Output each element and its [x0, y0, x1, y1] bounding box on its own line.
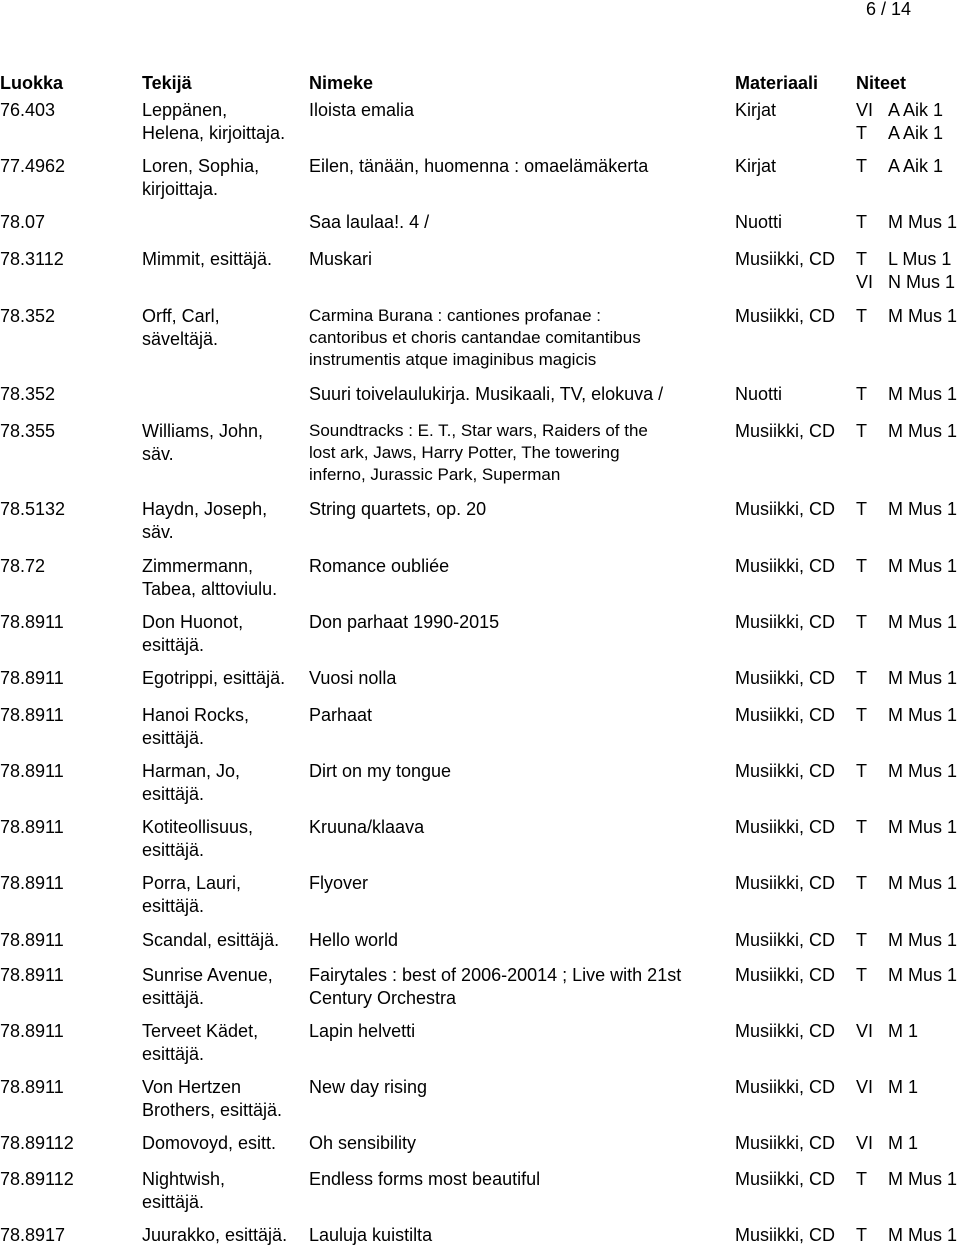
- cell-materiaali: Musiikki, CD: [735, 421, 836, 441]
- cell-niteet-shelf: [856, 248, 873, 294]
- cell-niteet-location: [888, 99, 943, 145]
- nimeke-line: Eilen, tänään, huomenna : omaelämäkerta: [309, 156, 649, 176]
- cell-niteet-shelf: [856, 211, 867, 234]
- niteet-shelf: T: [856, 249, 867, 269]
- cell-nimeke: [309, 99, 414, 122]
- tekija-line: Harman, Jo,: [142, 761, 241, 781]
- nimeke-line: inferno, Jurassic Park, Superman: [309, 465, 561, 484]
- cell-nimeke: [309, 211, 429, 234]
- cell-tekija: [142, 555, 277, 601]
- cell-luokka: 78.8917: [0, 1225, 66, 1245]
- nimeke-line: Lapin helvetti: [309, 1021, 416, 1041]
- cell-niteet-shelf: [856, 1076, 873, 1099]
- niteet-shelf: T: [856, 384, 867, 404]
- cell-tekija: [142, 667, 285, 690]
- nimeke-line: Muskari: [309, 249, 373, 269]
- cell-materiaali: Musiikki, CD: [735, 668, 836, 688]
- cell-materiaali: Musiikki, CD: [735, 1225, 836, 1245]
- tekija-line: Helena, kirjoittaja.: [142, 123, 286, 143]
- tekija-line: kirjoittaja.: [142, 179, 219, 199]
- cell-materiaali: Musiikki, CD: [735, 612, 836, 632]
- nimeke-line: instrumentis atque imaginibus magicis: [309, 350, 597, 369]
- cell-niteet-location: [888, 211, 957, 234]
- cell-niteet-location: [888, 155, 943, 178]
- cell-materiaali: Musiikki, CD: [735, 499, 836, 519]
- cell-niteet-shelf: [856, 760, 867, 783]
- cell-niteet-location: [888, 248, 955, 294]
- cell-luokka: 78.89112: [0, 1133, 74, 1153]
- cell-luokka: 78.3112: [0, 249, 64, 269]
- nimeke-line: Soundtracks : E. T., Star wars, Raiders of the: [309, 421, 648, 440]
- cell-nimeke: [309, 555, 449, 578]
- cell-nimeke: [309, 1020, 415, 1043]
- nimeke-line: String quartets, op. 20: [309, 499, 487, 519]
- catalog-table: [0, 72, 960, 1245]
- cell-nimeke: [309, 1132, 416, 1155]
- cell-niteet-location: [888, 1020, 918, 1043]
- cell-materiaali: Musiikki, CD: [735, 873, 836, 893]
- tekija-line: esittäjä.: [142, 1192, 205, 1212]
- niteet-location: M 1: [888, 1077, 919, 1097]
- cell-nimeke: [309, 305, 641, 371]
- nimeke-line: Endless forms most beautiful: [309, 1169, 541, 1189]
- tekija-line: säv.: [142, 522, 174, 542]
- cell-niteet-location: [888, 816, 957, 839]
- nimeke-line: Suuri toivelaulukirja. Musikaali, TV, elokuva /: [309, 384, 664, 404]
- cell-nimeke: [309, 929, 398, 952]
- cell-niteet-location: [888, 611, 957, 634]
- cell-nimeke: [309, 816, 424, 839]
- cell-niteet-location: [888, 305, 957, 328]
- cell-luokka: 78.89112: [0, 1169, 74, 1189]
- cell-materiaali: Musiikki, CD: [735, 930, 836, 950]
- tekija-line: Kotiteollisuus,: [142, 817, 254, 837]
- tekija-line: Juurakko, esittäjä.: [142, 1225, 288, 1245]
- nimeke-line: Fairytales : best of 2006-20014 ; Live with 21st: [309, 965, 682, 985]
- nimeke-line: Carmina Burana : cantiones profanae :: [309, 306, 602, 325]
- tekija-line: Porra, Lauri,: [142, 873, 242, 893]
- tekija-line: Haydn, Joseph,: [142, 499, 268, 519]
- niteet-location: M Mus 1: [888, 384, 958, 404]
- cell-niteet-shelf: [856, 555, 867, 578]
- cell-niteet-location: [888, 420, 957, 443]
- cell-nimeke: [309, 704, 372, 727]
- cell-niteet-shelf: [856, 872, 867, 895]
- tekija-line: Loren, Sophia,: [142, 156, 260, 176]
- cell-materiaali: Musiikki, CD: [735, 761, 836, 781]
- cell-niteet-shelf: [856, 99, 873, 145]
- cell-luokka: 78.8911: [0, 668, 64, 688]
- cell-tekija: [142, 704, 249, 750]
- cell-niteet-shelf: [856, 929, 867, 952]
- cell-niteet-shelf: [856, 964, 867, 987]
- nimeke-line: Iloista emalia: [309, 100, 415, 120]
- cell-tekija: [142, 611, 243, 657]
- cell-niteet-shelf: [856, 420, 867, 443]
- cell-tekija: [142, 155, 259, 201]
- niteet-shelf: T: [856, 817, 867, 837]
- cell-niteet-location: [888, 929, 957, 952]
- cell-tekija: [142, 248, 272, 271]
- cell-niteet-shelf: [856, 816, 867, 839]
- niteet-shelf: T: [856, 930, 867, 950]
- niteet-shelf: VI: [856, 272, 874, 292]
- cell-materiaali: Musiikki, CD: [735, 1133, 836, 1153]
- cell-niteet-shelf: [856, 704, 867, 727]
- tekija-line: säv.: [142, 444, 174, 464]
- nimeke-line: Parhaat: [309, 705, 373, 725]
- cell-materiaali: Musiikki, CD: [735, 817, 836, 837]
- cell-materiaali: Musiikki, CD: [735, 1077, 836, 1097]
- cell-nimeke: [309, 872, 368, 895]
- niteet-shelf: T: [856, 761, 867, 781]
- cell-niteet-shelf: [856, 498, 867, 521]
- table-header: [0, 72, 960, 94]
- cell-luokka: 78.07: [0, 212, 46, 232]
- cell-niteet-location: [888, 1132, 918, 1155]
- cell-materiaali: Musiikki, CD: [735, 556, 836, 576]
- niteet-shelf: T: [856, 873, 867, 893]
- cell-nimeke: [309, 611, 499, 634]
- nimeke-line: Oh sensibility: [309, 1133, 417, 1153]
- tekija-line: Egotrippi, esittäjä.: [142, 668, 286, 688]
- cell-niteet-location: [888, 964, 957, 987]
- page-number: 6 / 14: [866, 0, 912, 19]
- niteet-location: M Mus 1: [888, 306, 958, 326]
- niteet-shelf: T: [856, 965, 867, 985]
- cell-tekija: [142, 498, 267, 544]
- cell-tekija: [142, 1224, 287, 1247]
- tekija-line: Zimmermann,: [142, 556, 254, 576]
- nimeke-line: Lauluja kuistilta: [309, 1225, 433, 1245]
- cell-materiaali: Kirjat: [735, 100, 777, 120]
- cell-luokka: 78.8911: [0, 965, 64, 985]
- tekija-line: Von Hertzen: [142, 1077, 242, 1097]
- niteet-shelf: T: [856, 1225, 867, 1245]
- niteet-location: M 1: [888, 1133, 919, 1153]
- tekija-line: Nightwish,: [142, 1169, 226, 1189]
- niteet-location: M Mus 1: [888, 930, 958, 950]
- cell-materiaali: Musiikki, CD: [735, 705, 836, 725]
- cell-luokka: 78.8911: [0, 930, 64, 950]
- niteet-shelf: T: [856, 1169, 867, 1189]
- niteet-shelf: T: [856, 499, 867, 519]
- niteet-location: A Aik 1: [888, 156, 944, 176]
- nimeke-line: Century Orchestra: [309, 988, 457, 1008]
- cell-niteet-location: [888, 667, 957, 690]
- niteet-shelf: T: [856, 421, 867, 441]
- niteet-location: M Mus 1: [888, 668, 958, 688]
- cell-niteet-location: [888, 1224, 957, 1247]
- niteet-location: M Mus 1: [888, 1225, 958, 1245]
- tekija-line: Leppänen,: [142, 100, 228, 120]
- tekija-line: Don Huonot,: [142, 612, 244, 632]
- cell-tekija: [142, 420, 263, 466]
- cell-nimeke: [309, 1076, 427, 1099]
- nimeke-line: Vuosi nolla: [309, 668, 397, 688]
- cell-materiaali: Musiikki, CD: [735, 306, 836, 326]
- cell-nimeke: [309, 420, 648, 486]
- cell-luokka: 78.8911: [0, 612, 64, 632]
- cell-luokka: 78.8911: [0, 817, 64, 837]
- cell-luokka: 78.5132: [0, 499, 66, 519]
- cell-niteet-shelf: [856, 667, 867, 690]
- tekija-line: Tabea, alttoviulu.: [142, 579, 278, 599]
- niteet-location: M Mus 1: [888, 499, 958, 519]
- cell-tekija: [142, 929, 279, 952]
- cell-nimeke: [309, 1224, 432, 1247]
- nimeke-line: Dirt on my tongue: [309, 761, 452, 781]
- cell-materiaali: Musiikki, CD: [735, 1169, 836, 1189]
- cell-nimeke: [309, 155, 648, 178]
- cell-luokka: 78.8911: [0, 873, 64, 893]
- niteet-location: M Mus 1: [888, 212, 958, 232]
- cell-materiaali: Musiikki, CD: [735, 249, 836, 269]
- cell-luokka: 76.403: [0, 100, 56, 120]
- niteet-location: M Mus 1: [888, 705, 958, 725]
- niteet-shelf: T: [856, 612, 867, 632]
- niteet-location: M Mus 1: [888, 612, 958, 632]
- cell-niteet-shelf: [856, 1224, 867, 1247]
- cell-materiaali: Kirjat: [735, 156, 777, 176]
- niteet-location: A Aik 1: [888, 123, 944, 143]
- nimeke-line: lost ark, Jaws, Harry Potter, The towering: [309, 443, 620, 462]
- cell-tekija: [142, 816, 253, 862]
- cell-niteet-shelf: [856, 155, 867, 178]
- cell-nimeke: [309, 498, 486, 521]
- tekija-line: Williams, John,: [142, 421, 264, 441]
- cell-nimeke: [309, 1168, 540, 1191]
- tekija-line: Scandal, esittäjä.: [142, 930, 280, 950]
- niteet-shelf: T: [856, 123, 867, 143]
- tekija-line: Sunrise Avenue,: [142, 965, 273, 985]
- nimeke-line: cantoribus et choris cantandae comitantibus: [309, 328, 641, 347]
- cell-luokka: 78.8911: [0, 705, 64, 725]
- niteet-location: M 1: [888, 1021, 919, 1041]
- niteet-shelf: T: [856, 156, 867, 176]
- cell-luokka: 78.8911: [0, 1077, 64, 1097]
- cell-materiaali: Nuotti: [735, 212, 783, 232]
- niteet-shelf: T: [856, 212, 867, 232]
- cell-nimeke: [309, 964, 681, 1010]
- cell-tekija: [142, 1020, 258, 1066]
- niteet-location: M Mus 1: [888, 965, 958, 985]
- cell-luokka: 78.352: [0, 306, 56, 326]
- tekija-line: Orff, Carl,: [142, 306, 220, 326]
- cell-tekija: [142, 964, 273, 1010]
- cell-niteet-shelf: [856, 1132, 873, 1155]
- niteet-location: M Mus 1: [888, 873, 958, 893]
- cell-niteet-shelf: [856, 1020, 873, 1043]
- cell-luokka: 78.72: [0, 556, 46, 576]
- cell-materiaali: Musiikki, CD: [735, 965, 836, 985]
- nimeke-line: Hello world: [309, 930, 399, 950]
- niteet-location: M Mus 1: [888, 761, 958, 781]
- tekija-line: Mimmit, esittäjä.: [142, 249, 273, 269]
- niteet-location: N Mus 1: [888, 272, 956, 292]
- cell-nimeke: [309, 667, 396, 690]
- tekija-line: esittäjä.: [142, 840, 205, 860]
- tekija-line: esittäjä.: [142, 1044, 205, 1064]
- tekija-line: esittäjä.: [142, 784, 205, 804]
- cell-niteet-location: [888, 498, 957, 521]
- tekija-line: esittäjä.: [142, 896, 205, 916]
- cell-luokka: 78.355: [0, 421, 56, 441]
- nimeke-line: Don parhaat 1990-2015: [309, 612, 500, 632]
- niteet-shelf: T: [856, 668, 867, 688]
- cell-niteet-shelf: [856, 305, 867, 328]
- tekija-line: esittäjä.: [142, 988, 205, 1008]
- cell-niteet-shelf: [856, 611, 867, 634]
- cell-tekija: [142, 1168, 225, 1214]
- cell-niteet-location: [888, 872, 957, 895]
- cell-niteet-shelf: [856, 383, 867, 406]
- header-niteet: Niteet: [856, 73, 907, 93]
- cell-materiaali: Nuotti: [735, 384, 783, 404]
- cell-niteet-location: [888, 760, 957, 783]
- nimeke-line: Saa laulaa!. 4 /: [309, 212, 430, 232]
- tekija-line: Hanoi Rocks,: [142, 705, 250, 725]
- cell-tekija: [142, 872, 241, 918]
- niteet-shelf: VI: [856, 1133, 874, 1153]
- tekija-line: Terveet Kädet,: [142, 1021, 259, 1041]
- cell-niteet-location: [888, 555, 957, 578]
- cell-nimeke: [309, 760, 451, 783]
- nimeke-line: Flyover: [309, 873, 369, 893]
- cell-niteet-location: [888, 704, 957, 727]
- niteet-location: M Mus 1: [888, 817, 958, 837]
- cell-tekija: [142, 99, 285, 145]
- tekija-line: Brothers, esittäjä.: [142, 1100, 283, 1120]
- cell-tekija: [142, 1076, 282, 1122]
- header-nimeke: Nimeke: [309, 73, 374, 93]
- cell-nimeke: [309, 383, 663, 406]
- nimeke-line: New day rising: [309, 1077, 428, 1097]
- cell-niteet-location: [888, 1168, 957, 1191]
- cell-niteet-location: [888, 383, 957, 406]
- niteet-location: M Mus 1: [888, 556, 958, 576]
- niteet-location: L Mus 1: [888, 249, 952, 269]
- niteet-shelf: T: [856, 306, 867, 326]
- cell-luokka: 78.8911: [0, 1021, 64, 1041]
- nimeke-line: Romance oubliée: [309, 556, 450, 576]
- header-luokka: Luokka: [0, 73, 64, 93]
- niteet-shelf: VI: [856, 1077, 874, 1097]
- tekija-line: säveltäjä.: [142, 329, 219, 349]
- cell-niteet-shelf: [856, 1168, 867, 1191]
- cell-tekija: [142, 760, 240, 806]
- tekija-line: esittäjä.: [142, 635, 205, 655]
- cell-luokka: 78.8911: [0, 761, 64, 781]
- cell-materiaali: Musiikki, CD: [735, 1021, 836, 1041]
- nimeke-line: Kruuna/klaava: [309, 817, 425, 837]
- niteet-shelf: T: [856, 705, 867, 725]
- tekija-line: Domovoyd, esitt.: [142, 1133, 277, 1153]
- niteet-shelf: VI: [856, 100, 874, 120]
- cell-tekija: [142, 1132, 276, 1155]
- cell-tekija: [142, 305, 220, 351]
- cell-niteet-location: [888, 1076, 918, 1099]
- tekija-line: esittäjä.: [142, 728, 205, 748]
- niteet-location: M Mus 1: [888, 421, 958, 441]
- header-materiaali: Materiaali: [735, 73, 819, 93]
- niteet-location: A Aik 1: [888, 100, 944, 120]
- cell-luokka: 77.4962: [0, 156, 66, 176]
- niteet-location: M Mus 1: [888, 1169, 958, 1189]
- niteet-shelf: VI: [856, 1021, 874, 1041]
- header-tekija: Tekijä: [142, 73, 192, 93]
- cell-nimeke: [309, 248, 372, 271]
- niteet-shelf: T: [856, 556, 867, 576]
- cell-luokka: 78.352: [0, 384, 56, 404]
